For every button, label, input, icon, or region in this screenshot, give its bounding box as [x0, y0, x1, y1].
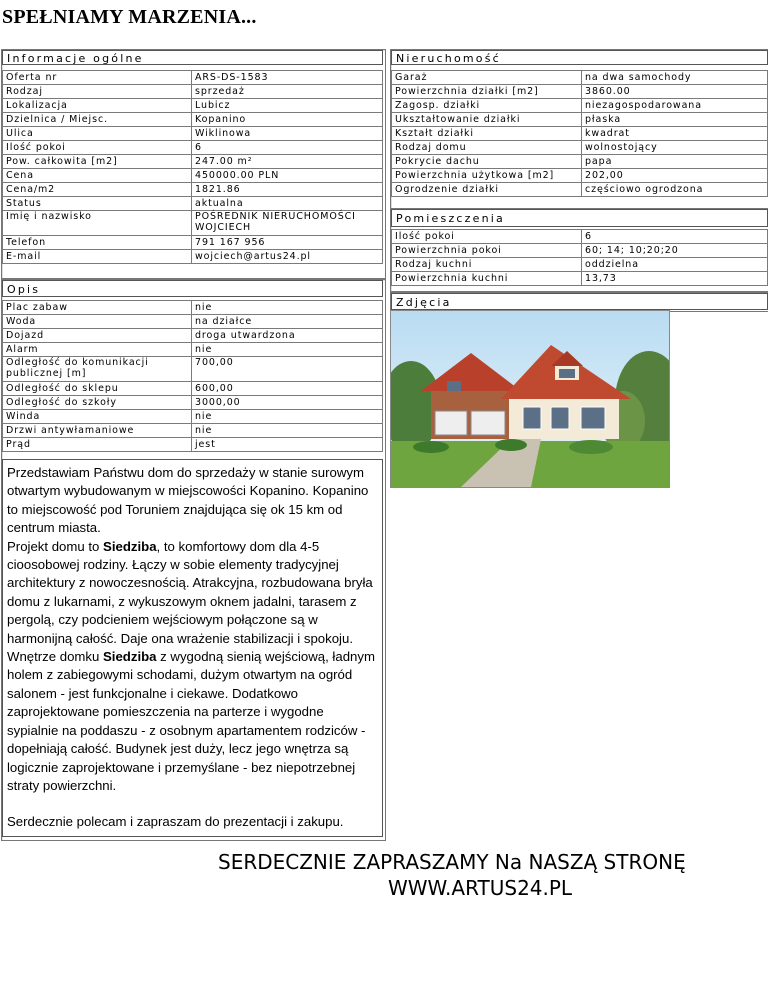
info-row-label: Lokalizacja [2, 99, 192, 113]
info-row [2, 85, 383, 99]
info-row [2, 236, 383, 250]
description-row [2, 343, 383, 357]
info-row [2, 113, 383, 127]
description-row [2, 300, 383, 315]
project-name: Siedziba [103, 649, 157, 665]
room-row-value: 60; 14; 10;20;20 [582, 244, 768, 258]
photos-section-header: Zdjęcia [391, 293, 768, 310]
info-row-value: Kopanino [192, 113, 383, 127]
description-text [2, 459, 383, 837]
property-row-value: wolnostojący [582, 141, 768, 155]
description-row-value: jest [192, 438, 383, 452]
rooms-table [391, 229, 768, 286]
info-row-value: Wiklinowa [192, 127, 383, 141]
house-illustration [391, 311, 669, 487]
property-section-header: Nieruchomość [391, 50, 768, 65]
info-row-label: Dzielnica / Miejsc. [2, 113, 192, 127]
description-row-label: Woda [2, 315, 192, 329]
property-row-value: na dwa samochody [582, 70, 768, 85]
description-row-label: Odległość do sklepu [2, 382, 192, 396]
property-row-label: Ukształtowanie działki [391, 113, 582, 127]
info-section-header: Informacje ogólne [2, 50, 383, 65]
room-row [391, 229, 768, 244]
property-row [391, 113, 768, 127]
property-row-label: Ogrodzenie działki [391, 183, 582, 197]
info-row-value: 6 [192, 141, 383, 155]
room-row-label: Rodzaj kuchni [391, 258, 582, 272]
info-row-label: Pow. całkowita [m2] [2, 155, 192, 169]
info-table [2, 70, 383, 264]
property-row-value: płaska [582, 113, 768, 127]
property-row [391, 85, 768, 99]
info-row [2, 127, 383, 141]
description-closing: Serdecznie polecam i zapraszam do prezentacji i zakupu. [7, 814, 344, 830]
info-row-value: wojciech@artus24.pl [192, 250, 383, 264]
room-row-value: oddzielna [582, 258, 768, 272]
info-row [2, 183, 383, 197]
description-row-label: Dojazd [2, 329, 192, 343]
room-row [391, 272, 768, 286]
description-row [2, 396, 383, 410]
property-row [391, 99, 768, 113]
info-row-label: Oferta nr [2, 70, 192, 85]
description-row-value: na działce [192, 315, 383, 329]
info-row [2, 141, 383, 155]
description-row-value: droga utwardzona [192, 329, 383, 343]
info-row [2, 155, 383, 169]
info-row-value: 247.00 m² [192, 155, 383, 169]
info-row-label: Cena [2, 169, 192, 183]
room-row [391, 244, 768, 258]
description-row-label: Drzwi antywłamaniowe [2, 424, 192, 438]
description-row [2, 329, 383, 343]
description-row-label: Odległość do komunikacji publicznej [m] [2, 357, 192, 382]
info-row-value: 450000.00 PLN [192, 169, 383, 183]
description-row-label: Plac zabaw [2, 300, 192, 315]
description-row-value: nie [192, 424, 383, 438]
house-photo[interactable] [390, 310, 670, 488]
info-row-value: aktualna [192, 197, 383, 211]
info-row-label: Rodzaj [2, 85, 192, 99]
footer-website-link[interactable]: WWW.ARTUS24.PL [388, 876, 573, 900]
property-row [391, 141, 768, 155]
description-row [2, 424, 383, 438]
info-row [2, 250, 383, 264]
property-row-label: Powierzchnia działki [m2] [391, 85, 582, 99]
info-row-label: Ulica [2, 127, 192, 141]
property-row-label: Pokrycie dachu [391, 155, 582, 169]
property-row-value: kwadrat [582, 127, 768, 141]
property-row-label: Garaż [391, 70, 582, 85]
description-table [2, 300, 383, 452]
description-text-span: , to komfortowy dom dla 4-5 cioosobowej rodziny. Łączy w sobie elementy tradycyjnej architektury z nowoczesnością. Atrakcyjna, rozbudowana bryła domu z lukarnami, z wykuszowym oknem jadalni, tarasem z pergolą, czy podcieniem wejściowym połączone są w harmonijną całość. Daje ona wrażenie stabilizacji i spokoju. Wnętrze domku [7, 538, 373, 665]
room-row-label: Ilość pokoi [391, 229, 582, 244]
info-row-label: Cena/m2 [2, 183, 192, 197]
info-row [2, 169, 383, 183]
description-row-label: Alarm [2, 343, 192, 357]
info-row-value: 1821.86 [192, 183, 383, 197]
info-row-value: 791 167 956 [192, 236, 383, 250]
description-section-header: Opis [2, 280, 383, 297]
property-row-label: Kształt działki [391, 127, 582, 141]
description-row-value: nie [192, 300, 383, 315]
property-row-label: Zagosp. działki [391, 99, 582, 113]
description-row [2, 357, 383, 382]
info-row-label: Status [2, 197, 192, 211]
property-row-value: papa [582, 155, 768, 169]
info-row-label: E-mail [2, 250, 192, 264]
property-row-value: niezagospodarowana [582, 99, 768, 113]
description-row-value: nie [192, 343, 383, 357]
room-row-value: 13,73 [582, 272, 768, 286]
property-row [391, 70, 768, 85]
page-title: SPEŁNIAMY MARZENIA... [2, 6, 257, 28]
description-row-value: 700,00 [192, 357, 383, 382]
project-name: Siedziba [103, 538, 157, 554]
property-row [391, 183, 768, 197]
description-row [2, 410, 383, 424]
room-row [391, 258, 768, 272]
description-row-label: Winda [2, 410, 192, 424]
info-row [2, 99, 383, 113]
property-row [391, 127, 768, 141]
rooms-section-header: Pomieszczenia [391, 209, 768, 227]
info-row [2, 70, 383, 85]
property-row-value: 3860.00 [582, 85, 768, 99]
info-row [2, 211, 383, 236]
description-row-label: Odległość do szkoły [2, 396, 192, 410]
description-row [2, 382, 383, 396]
info-row-value: sprzedaż [192, 85, 383, 99]
footer-invitation: SERDECZNIE ZAPRASZAMY Na NASZĄ STRONĘ [218, 850, 686, 874]
room-row-label: Powierzchnia kuchni [391, 272, 582, 286]
property-row-value: 202,00 [582, 169, 768, 183]
room-row-label: Powierzchnia pokoi [391, 244, 582, 258]
description-row-value: 3000,00 [192, 396, 383, 410]
description-row [2, 438, 383, 452]
info-row-label: Imię i nazwisko [2, 211, 192, 236]
description-row-label: Prąd [2, 438, 192, 452]
info-row-label: Ilość pokoi [2, 141, 192, 155]
property-table [391, 70, 768, 197]
description-text-span: z wygodną sienią wejściową, ładnym holem z zabiegowymi schodami, dużym otwartym na ogród salonem - jest funkcjonalne i ciekawe. Dodatkowo zaprojektowane pomieszczenia na parterze i wygodne sypialnie na poddaszu - z osobnym apartamentem rodziców - dopełniają całość. Budynek jest duży, lecz jego wnętrza są logicznie zaprojektowane i przemyślane - bez niepotrzebnej straty powierzchni. [7, 649, 375, 793]
property-row [391, 169, 768, 183]
info-row-value: ARS-DS-1583 [192, 70, 383, 85]
info-row-label: Telefon [2, 236, 192, 250]
description-paragraph-1: Przedstawiam Państwu dom do sprzedaży w stanie surowym otwartym wybudowanym w miejscowości Kopanino. Kopanino to miejscowość pod Toruniem znajdująca się ok 15 km od centrum miasta. [7, 465, 369, 536]
property-row-value: częściowo ogrodzona [582, 183, 768, 197]
info-row [2, 197, 383, 211]
property-row [391, 155, 768, 169]
description-text-span: Projekt domu to [7, 538, 104, 554]
description-row-value: nie [192, 410, 383, 424]
property-row-label: Powierzchnia użytkowa [m2] [391, 169, 582, 183]
info-row-value: POŚREDNIK NIERUCHOMOŚCI WOJCIECH [192, 211, 383, 236]
property-row-label: Rodzaj domu [391, 141, 582, 155]
description-row-value: 600,00 [192, 382, 383, 396]
description-paragraph-2 [7, 538, 378, 796]
info-row-value: Lubicz [192, 99, 383, 113]
room-row-value: 6 [582, 229, 768, 244]
description-row [2, 315, 383, 329]
